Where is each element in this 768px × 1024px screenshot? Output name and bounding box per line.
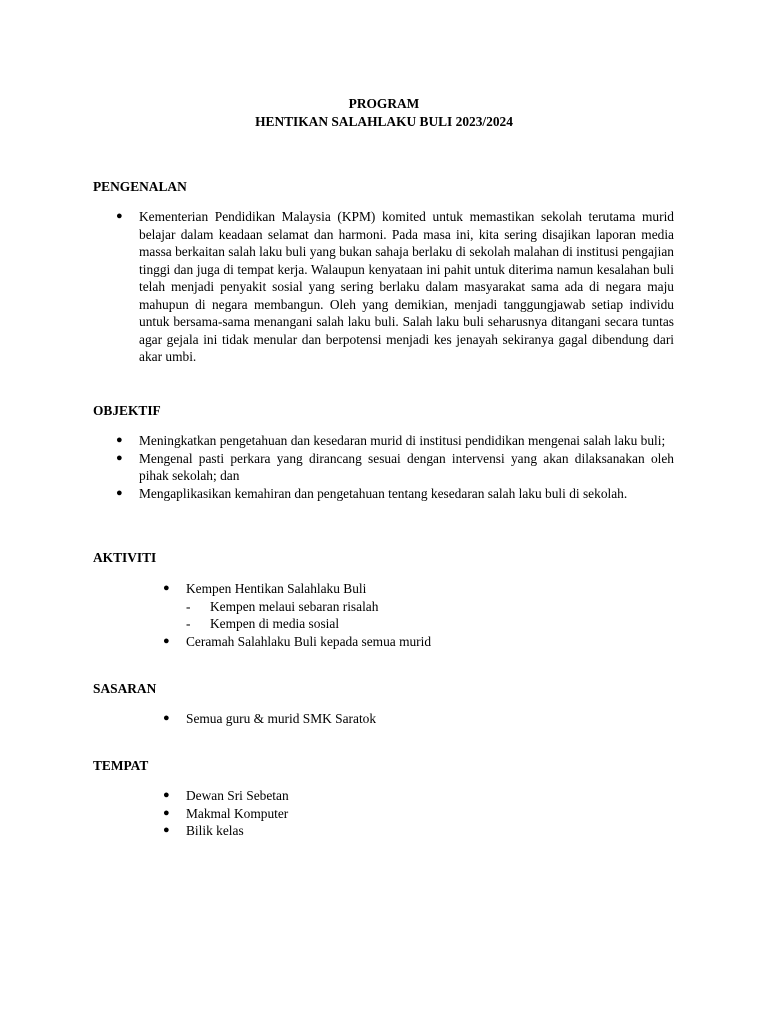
pengenalan-list [116,208,674,366]
list-item [163,580,666,633]
objektif-list [116,432,674,502]
title-line-1: PROGRAM [348,96,420,111]
bullet-icon: ● [163,712,170,724]
list-item [163,710,666,728]
aktiviti-item-1: Kempen Hentikan Salahlaku Buli [186,581,367,596]
heading-aktiviti: AKTIVITI [93,550,157,565]
list-item [116,485,674,503]
objektif-item-2: Mengenal pasti perkara yang dirancang sesuai dengan intervensi yang akan dilaksanakan oleh pihak sekolah; dan [139,450,674,483]
list-item [163,822,666,840]
document-title [0,95,768,131]
pengenalan-text: Kementerian Pendidikan Malaysia (KPM) komited untuk memastikan sekolah terutama murid belajar dalam keadaan selamat dan harmoni. Pada masa ini, kita sering disajikan laporan media massa berkaitan salah laku buli yang bukan sahaja berlaku di sekolah malahan di institusi pengajian tinggi dan juga di tempat kerja. Walaupun kenyataan ini pahit untuk diterima namun kesalahan buli telah menjadi penyakit sosial yang sering berlaku dalam masyarakat sama ada di negara maju mahupun di negara membangun. Oleh yang demikian, menjadi tanggungjawab setiap individu untuk bersama-sama menangani salah laku buli. Salah laku buli seharusnya ditangani secara tuntas agar gejala ini tidak menular dan berpotensi menjadi kes jenayah sekiranya gagal dibendung dari akar umbi. [139,209,674,364]
aktiviti-item-2: Ceramah Salahlaku Buli kepada semua murid [186,633,432,649]
list-item [116,450,674,485]
bullet-icon: ● [163,634,170,647]
bullet-icon: ● [163,806,170,819]
bullet-icon: ● [116,451,123,464]
aktiviti-sub-1: Kempen melaui sebaran risalah [210,598,379,614]
objektif-item-1: Meningkatkan pengetahuan dan kesedaran murid di institusi pendidikan mengenai salah laku buli; [139,433,666,448]
list-item [163,787,666,805]
list-item [163,805,666,823]
tempat-item-1: Dewan Sri Sebetan [186,788,289,803]
sub-list-item [186,598,666,616]
heading-tempat: TEMPAT [93,758,149,773]
tempat-item-2: Makmal Komputer [186,805,289,821]
aktiviti-sub-2: Kempen di media sosial [210,616,340,631]
sasaran-list [163,710,666,728]
bullet-icon: ● [163,824,170,836]
bullet-icon: ● [116,486,123,499]
bullet-icon: ● [163,789,170,801]
dash-marker: - [186,598,191,614]
list-item [163,633,666,651]
sub-list-item [186,615,666,633]
sasaran-item-1: Semua guru & murid SMK Saratok [186,711,377,726]
tempat-list [163,787,666,840]
list-item [116,432,674,450]
objektif-item-3: Mengaplikasikan kemahiran dan pengetahuan tentang kesedaran salah laku buli di sekolah. [139,485,628,501]
heading-objektif: OBJEKTIF [93,403,161,418]
bullet-icon: ● [116,434,123,446]
title-line-2: HENTIKAN SALAHLAKU BULI 2023/2024 [255,114,513,129]
tempat-item-3: Bilik kelas [186,823,244,838]
bullet-icon: ● [163,582,170,594]
bullet-icon: ● [116,210,123,222]
heading-sasaran: SASARAN [93,681,157,696]
aktiviti-list [163,580,666,650]
heading-pengenalan: PENGENALAN [93,179,187,194]
dash-marker: - [186,616,191,631]
list-item [116,208,674,366]
